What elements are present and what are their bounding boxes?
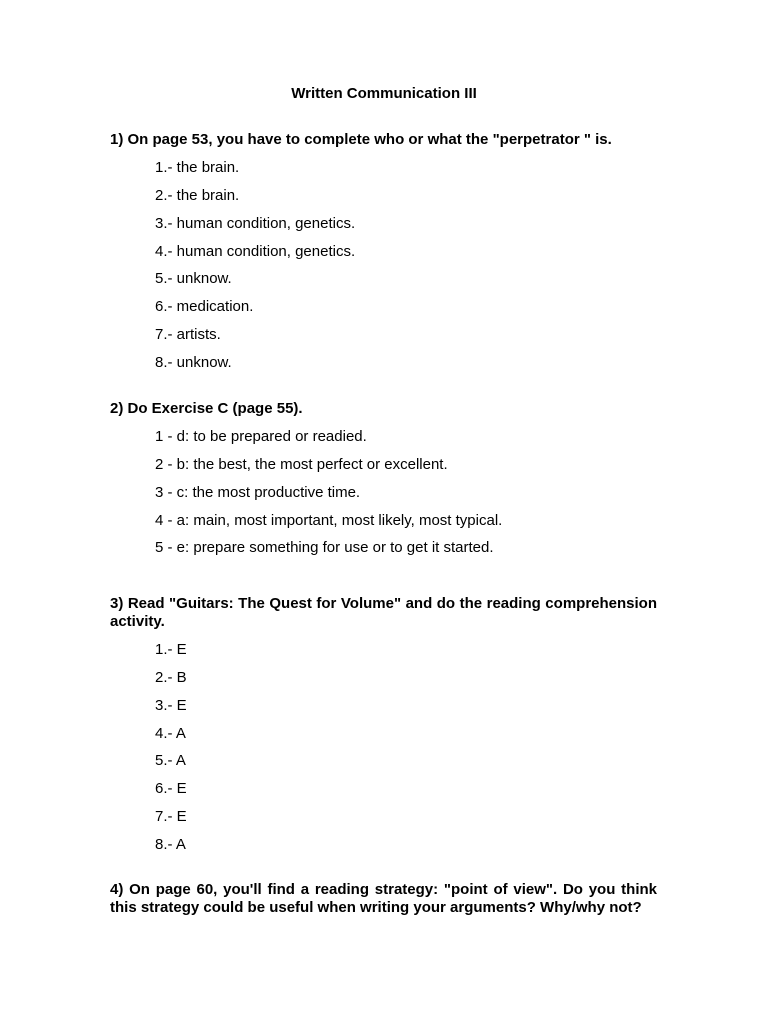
question-3: 3) Read "Guitars: The Quest for Volume" and do the reading comprehension activity. — [110, 595, 657, 630]
answer-list-1 — [155, 158, 355, 381]
answer-item: 1.- E — [155, 641, 187, 658]
answer-item: 5.- A — [155, 752, 186, 770]
answer-item: 7.- artists. — [155, 326, 221, 344]
answer-item: 4 - a: main, most important, most likely, most typical. — [155, 511, 503, 529]
answer-item: 4.- human condition, genetics. — [155, 242, 356, 260]
answer-item: 1 - d: to be prepared or readied. — [155, 428, 367, 445]
answer-item: 2.- the brain. — [155, 186, 240, 204]
answer-item: 3 - c: the most productive time. — [155, 483, 361, 501]
answer-item: 3.- E — [155, 696, 187, 714]
answer-item: 2.- B — [155, 668, 187, 686]
answer-list-2 — [155, 427, 502, 566]
question-4: 4) On page 60, you'll find a reading strategy: "point of view". Do you think this strategy could be useful when writing your arguments? Why/why not? — [110, 881, 657, 916]
answer-item: 8.- unknow. — [155, 353, 232, 371]
document-title: Written Communication III — [291, 85, 477, 102]
answer-item: 7.- E — [155, 808, 187, 826]
answer-item: 6.- E — [155, 780, 187, 798]
answer-item: 6.- medication. — [155, 298, 254, 316]
answer-item: 5.- unknow. — [155, 270, 232, 288]
answer-item: 3.- human condition, genetics. — [155, 214, 356, 232]
answer-item: 1.- the brain. — [155, 159, 240, 176]
question-1: 1) On page 53, you have to complete who or what the "perpetrator " is. — [110, 131, 612, 148]
question-2: 2) Do Exercise C (page 55). — [110, 400, 303, 417]
answer-item: 8.- A — [155, 835, 186, 853]
answer-item: 5 - e: prepare something for use or to get it started. — [155, 539, 494, 557]
answer-item: 4.- A — [155, 724, 186, 742]
answer-item: 2 - b: the best, the most perfect or excellent. — [155, 455, 448, 473]
answer-list-3 — [155, 640, 187, 863]
